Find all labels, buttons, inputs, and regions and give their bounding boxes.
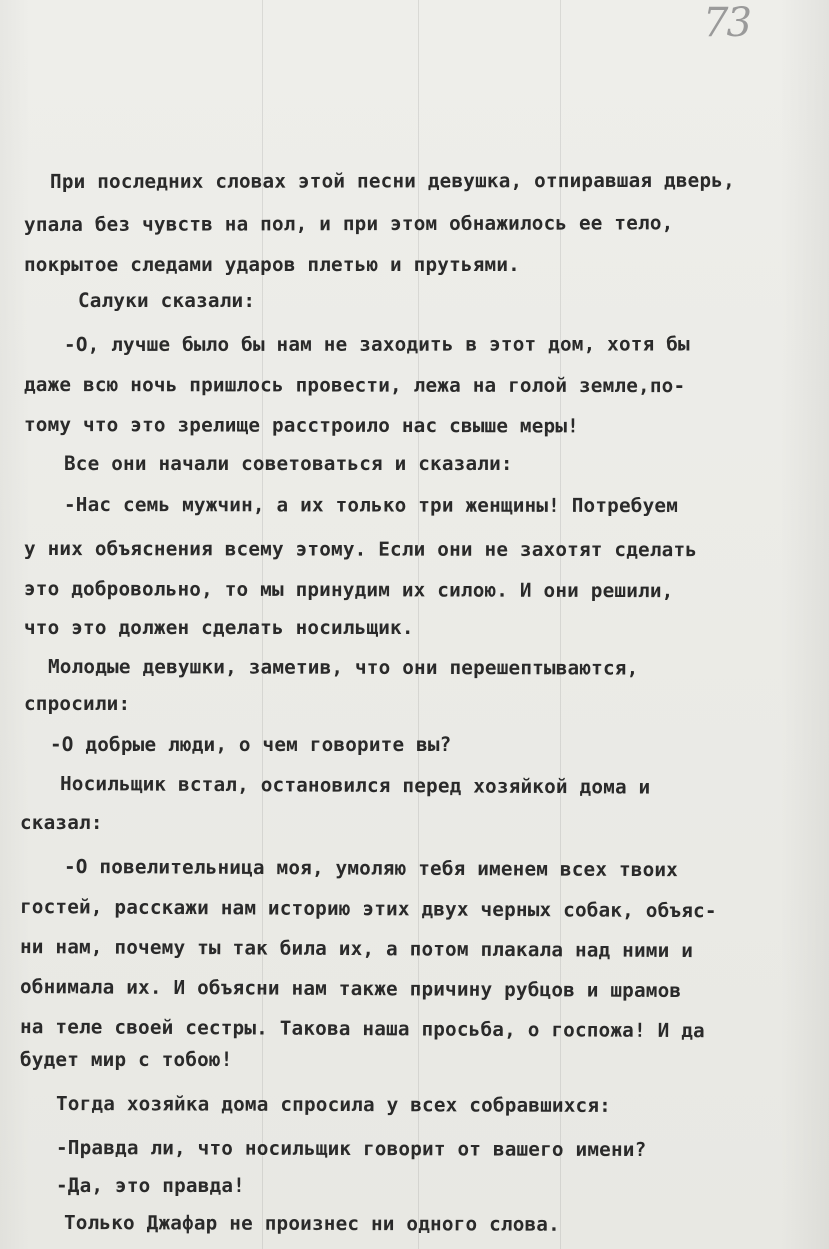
text-line: у них объяснения всему этому. Если они не захотят сделать xyxy=(23,537,698,562)
text-line: -О повелительница моя, умоляю тебя именем всех твоих xyxy=(63,855,679,882)
text-line: При последних словах этой песни девушка, отпиравшая дверь, xyxy=(49,168,735,193)
page-number: 73 xyxy=(703,0,750,46)
text-line: спросили: xyxy=(24,692,131,715)
text-line: -О, лучше было бы нам не заходить в этот дом, хотя бы xyxy=(63,332,690,356)
text-line: Тогда хозяйка дома спросила у всех собравшихся: xyxy=(55,1092,612,1117)
text-line: Носильщик встал, остановился перед хозяйкой дома и xyxy=(59,772,651,799)
text-line: -Да, это правда! xyxy=(56,1174,245,1197)
text-line: Молодые девушки, заметив, что они перешептываются, xyxy=(47,655,639,680)
text-line: даже всю ночь пришлось провести, лежа на голой земле,по- xyxy=(23,373,686,398)
text-line: -Правда ли, что носильщик говорит от вашего имени? xyxy=(55,1136,647,1162)
text-line: что это должен сделать носильщик. xyxy=(24,616,414,639)
text-line: упала без чувств на пол, и при этом обнажилось ее тело, xyxy=(23,211,674,236)
text-line: обнимала их. И объясни нам также причину рубцов и шрамов xyxy=(19,975,682,1003)
text-line: покрытое следами ударов плетью и прутьями. xyxy=(24,253,520,276)
text-line: Салуки сказали: xyxy=(78,289,256,312)
text-line: Только Джафар не произнес ни одного слова. xyxy=(63,1211,560,1236)
text-line: ни нам, почему ты так била их, а потом плакала над ними и xyxy=(19,935,694,963)
text-line: на теле своей сестры. Такова наша просьба, о госпожа! И да xyxy=(19,1015,705,1043)
text-line: Все они начали советоваться и сказали: xyxy=(64,452,513,475)
text-line: -Нас семь мужчин, а их только три женщины! Потребуем xyxy=(63,493,679,518)
text-line: сказал: xyxy=(20,811,103,834)
text-line: будет мир с тобою! xyxy=(20,1048,233,1071)
text-line: это добровольно, то мы принудим их силою. И они решили, xyxy=(23,577,674,603)
text-line: тому что это зрелище расстроило нас свыше меры! xyxy=(23,413,580,438)
text-line: -О добрые люди, о чем говорите вы? xyxy=(50,733,452,756)
text-line: гостей, расскажи нам историю этих двух черных собак, объяс- xyxy=(19,895,717,923)
